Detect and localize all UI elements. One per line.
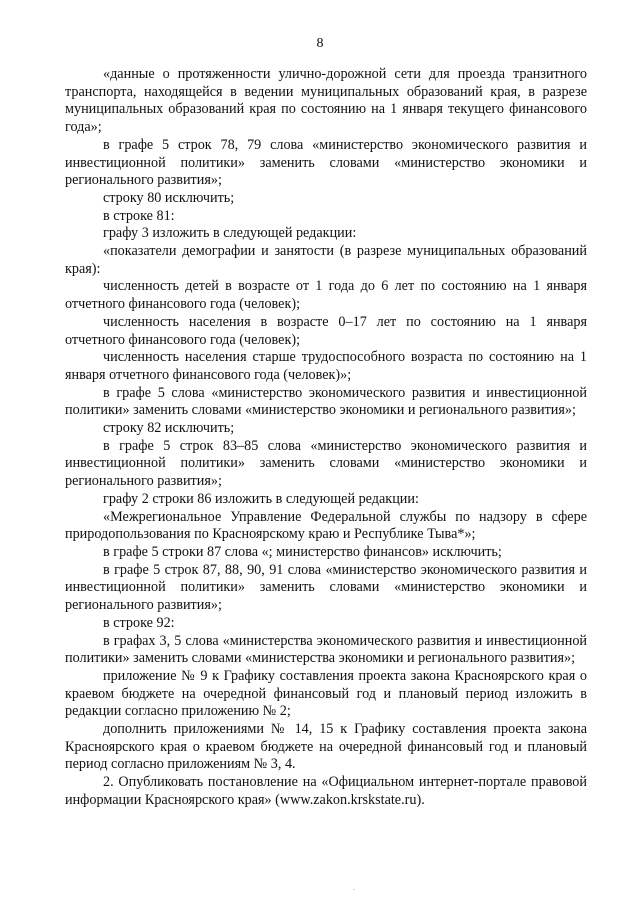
paragraph: строку 82 исключить;: [103, 420, 235, 437]
paragraph: в графе 5 строк 78, 79 слова «министерство экономического развития и инвестиционной политики» заменить словами «министерство экономики и регионального развития»;: [65, 136, 587, 189]
paragraph: 2. Опубликовать постановление на «Официальном интернет-портале правовой информации Красноярского края» (www.zakon.krskstate.ru).: [65, 774, 587, 808]
paragraph: численность населения в возрасте 0–17 лет по состоянию на 1 января отчетного финансового года (человек);: [65, 313, 587, 348]
paragraph: графу 2 строки 86 изложить в следующей редакции:: [103, 490, 419, 507]
paragraph: «данные о протяженности улично-дорожной сети для проезда транзитного транспорта, находящейся в ведении муниципальных образований края, в разрезе муниципальных образований края по состоянию на 1 января текущего финансового года»;: [65, 66, 587, 136]
document-body: [65, 66, 587, 810]
paragraph: приложение № 9 к Графику составления проекта закона Красноярского края о краевом бюджете на очередной финансовый год и плановый период изложить в редакции согласно приложению № 2;: [65, 667, 587, 720]
paragraph: в строке 92:: [103, 614, 175, 631]
paragraph: в графах 3, 5 слова «министерства экономического развития и инвестиционной политики» заменить словами «министерства экономики и регионального развития»;: [65, 632, 587, 667]
paragraph: дополнить приложениями № 14, 15 к Графику составления проекта закона Красноярского края о краевом бюджете на очередной финансовый год и плановый период согласно приложениям № 3, 4.: [65, 721, 587, 773]
paragraph: численность населения старше трудоспособного возраста по состоянию на 1 января отчетного финансового года (человек)»;: [65, 349, 587, 383]
paragraph: в графе 5 строки 87 слова «; министерство финансов» исключить;: [103, 543, 502, 560]
paragraph: в строке 81:: [103, 207, 175, 224]
paragraph: в графе 5 строк 87, 88, 90, 91 слова «министерство экономического развития и инвестиционной политики» заменить словами «министерство экономики и регионального развития»;: [65, 561, 587, 614]
scan-mark: ·: [353, 886, 356, 894]
paragraph: «показатели демографии и занятости (в разрезе муниципальных образований края):: [65, 243, 587, 277]
paragraph: численность детей в возрасте от 1 года до 6 лет по состоянию на 1 января отчетного финансового года (человек);: [65, 278, 587, 313]
paragraph: в графе 5 строк 83–85 слова «министерство экономического развития и инвестиционной политики» заменить словами «министерство экономики и регионального развития»;: [65, 437, 587, 490]
paragraph: строку 80 исключить;: [103, 189, 235, 206]
paragraph: «Межрегиональное Управление Федеральной службы по надзору в сфере природопользования по Красноярскому краю и Республике Тыва*»;: [65, 508, 587, 543]
paragraph: графу 3 изложить в следующей редакции:: [103, 225, 357, 242]
page-number: 8: [316, 36, 324, 51]
paragraph: в графе 5 слова «министерство экономического развития и инвестиционной политики» заменить словами «министерство экономики и регионального развития»;: [65, 384, 587, 419]
